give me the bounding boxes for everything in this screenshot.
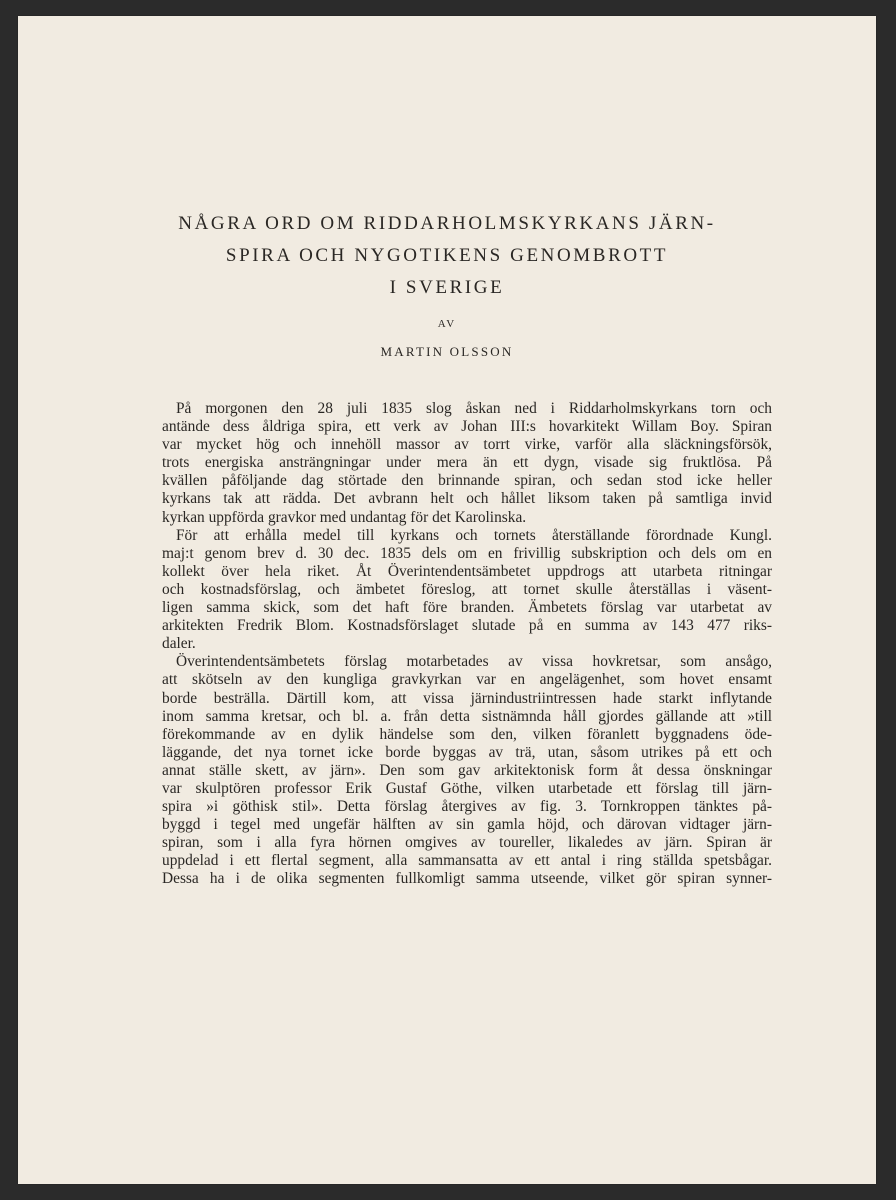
paragraph-1 xyxy=(162,400,772,527)
article-title-line-2: SPIRA OCH NYGOTIKENS GENOMBROTT xyxy=(225,245,669,266)
paragraph-3 xyxy=(162,653,772,888)
author-name: MARTIN OLSSON xyxy=(380,344,514,359)
text-line: kyrkan uppförda gravkor med undantag för det Karolinska. xyxy=(162,508,527,526)
text-line: trots energiska ansträngningar under mera än ett dygn, visade sig fruktlösa. På xyxy=(162,454,772,472)
text-line: förekommande av en dylik händelse som den, vilken föranlett byggnadens öde- xyxy=(162,725,772,743)
title-block xyxy=(18,208,876,360)
text-line: och kostnadsförslag, och ämbetet föreslog, att tornet skulle återställas i väsent- xyxy=(162,580,772,598)
text-line: kvällen påföljande dag störtade den brinnande spiran, och sedan stod icke heller xyxy=(162,472,772,490)
paper-page xyxy=(18,16,876,1184)
text-line: läggande, det nya tornet icke borde byggas av trä, utan, såsom utrikes på ett och xyxy=(162,743,772,761)
text-line: daler. xyxy=(162,635,196,653)
text-line: ligen samma skick, som det haft före branden. Ämbetets förslag var utarbetat av xyxy=(162,599,772,617)
text-line: För att erhålla medel till kyrkans och tornets återställande förordnade Kungl. xyxy=(176,526,772,544)
text-line: kyrkans tak att rädda. Det avbrann helt och hållet liksom taken på samtliga invid xyxy=(162,490,772,508)
text-line: På morgonen den 28 juli 1835 slog åskan ned i Riddarholmskyrkans torn och xyxy=(176,400,772,417)
text-line: borde besträlla. Därtill kom, att vissa järnindustriintressen hade starkt inflytande xyxy=(162,689,772,707)
body-text xyxy=(162,400,772,889)
text-line: var mycket hög och innehöll massor av torrt virke, varför alla släckningsförsök, xyxy=(162,436,772,454)
byline-av: AV xyxy=(437,318,457,330)
text-line: maj:t genom brev d. 30 dec. 1835 dels om en frivillig subskription och dels om en xyxy=(162,544,772,562)
text-line: Överintendentsämbetets förslag motarbetades av vissa hovkretsar, som ansågo, xyxy=(176,653,772,671)
text-line: arkitekten Fredrik Blom. Kostnadsförslaget slutade på en summa av 143 477 riks- xyxy=(162,617,772,635)
text-line: var skulptören professor Erik Gustaf Göthe, vilken utarbetade ett förslag till järn- xyxy=(162,779,772,797)
article-title-line-1: NÅGRA ORD OM RIDDARHOLMSKYRKANS JÄRN- xyxy=(178,213,716,234)
text-line: spira »i göthisk stil». Detta förslag återgives av fig. 3. Tornkroppen tänktes på- xyxy=(162,798,772,816)
text-line: att skötseln av den kungliga gravkyrkan var en angelägenhet, som hovet ensamt xyxy=(162,671,772,689)
text-line: kollekt över hela riket. Åt Överintendentsämbetet uppdrogs att utarbeta ritningar xyxy=(162,562,772,580)
article-title-line-3: I SVERIGE xyxy=(389,277,505,298)
text-line: uppdelad i ett flertal segment, alla sammansatta av ett antal i ring ställda spetsbågar. xyxy=(162,852,772,870)
paragraph-2 xyxy=(162,527,772,654)
text-line: Dessa ha i de olika segmenten fullkomligt samma utseende, vilket gör spiran synner- xyxy=(162,870,772,888)
text-line: byggd i tegel med ungefär hälften av sin gamla höjd, och därovan vidtager järn- xyxy=(162,816,772,834)
text-line: inom samma kretsar, och bl. a. från detta sistnämnda håll gjordes gällande att »till xyxy=(162,707,772,725)
text-line: antände dess åldriga spira, ett verk av Johan III:s hovarkitekt Willam Boy. Spiran xyxy=(162,418,772,436)
text-line: annat ställe skett, av järn». Den som gav arkitektonisk form åt dessa önskningar xyxy=(162,761,772,779)
text-line: spiran, som i alla fyra hörnen omgives av toureller, likaledes av järn. Spiran är xyxy=(162,834,772,852)
